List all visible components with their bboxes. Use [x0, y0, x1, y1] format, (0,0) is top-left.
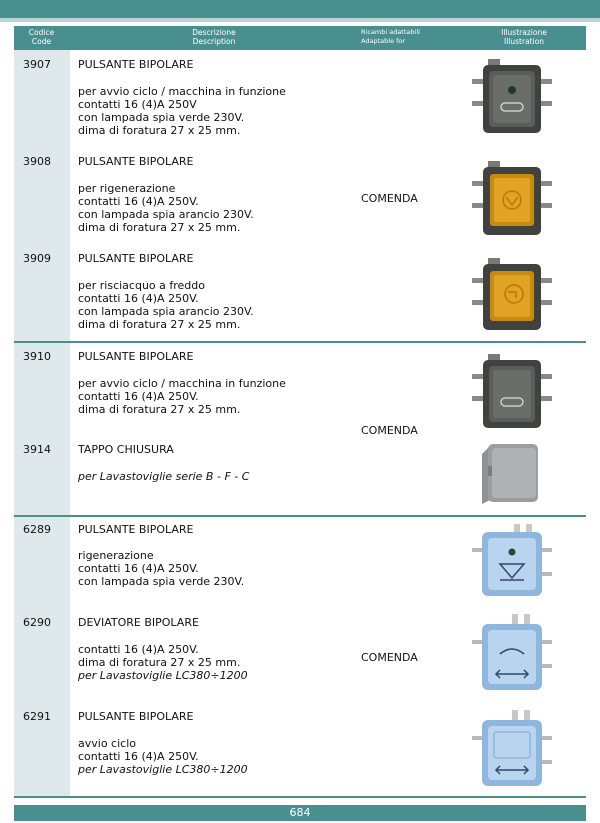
header-illustration: Illustrazione Illustration — [501, 28, 547, 46]
grey-closing-cap-icon — [480, 440, 542, 506]
item-description: per avvio ciclo / macchina in funzione contatti 16 (4)A 250V. dima di foratura 27 x 25 mm. — [78, 377, 286, 416]
item-code: 6291 — [23, 710, 51, 723]
item-code: 3908 — [23, 155, 51, 168]
table-header — [14, 26, 586, 50]
item-description: contatti 16 (4)A 250V. dima di foratura 27 x 25 mm. per Lavastoviglie LC380÷1200 — [78, 643, 248, 682]
item-description: per Lavastoviglie serie B - F - C — [78, 470, 250, 483]
group-separator — [14, 341, 586, 343]
top-bar-stripe — [0, 18, 600, 22]
item-title: PULSANTE BIPOLARE — [78, 58, 194, 71]
item-title: PULSANTE BIPOLARE — [78, 523, 194, 536]
adaptable-for: COMENDA — [361, 651, 418, 664]
group-separator — [14, 796, 586, 798]
header-description: Descrizione Description — [192, 28, 236, 46]
light-blue-switch-green-lamp-icon — [470, 522, 554, 602]
header-code: Codice Code — [28, 28, 55, 46]
item-code: 3907 — [23, 58, 51, 71]
light-blue-push-button-icon — [470, 708, 554, 792]
dark-rocker-switch-icon — [470, 350, 554, 434]
item-title: PULSANTE BIPOLARE — [78, 252, 194, 265]
item-description: rigenerazione contatti 16 (4)A 250V. con lampada spia verde 230V. — [78, 549, 245, 588]
item-code: 3909 — [23, 252, 51, 265]
item-title: PULSANTE BIPOLARE — [78, 710, 194, 723]
dark-switch-orange-lamp-icon — [470, 157, 554, 241]
item-code: 6290 — [23, 616, 51, 629]
item-code: 3910 — [23, 350, 51, 363]
page-number: 684 — [289, 806, 311, 819]
item-description: avvio ciclo contatti 16 (4)A 250V. per Lavastoviglie LC380÷1200 — [78, 737, 248, 776]
item-description: per risciacquo a freddo contatti 16 (4)A 250V. con lampada spia arancio 230V. dima di foratura 27 x 25 mm. — [78, 279, 254, 331]
adaptable-for: COMENDA — [361, 192, 418, 205]
item-title: TAPPO CHIUSURA — [78, 443, 174, 456]
item-description: per rigenerazione contatti 16 (4)A 250V. con lampada spia arancio 230V. dima di foratura 27 x 25 mm. — [78, 182, 254, 234]
item-code: 3914 — [23, 443, 51, 456]
item-title: DEVIATORE BIPOLARE — [78, 616, 199, 629]
dark-switch-orange-lamp-icon — [470, 254, 554, 338]
item-title: PULSANTE BIPOLARE — [78, 350, 194, 363]
group-separator — [14, 515, 586, 517]
adaptable-for: COMENDA — [361, 424, 418, 437]
light-blue-deviator-switch-icon — [470, 612, 554, 696]
item-title: PULSANTE BIPOLARE — [78, 155, 194, 168]
item-code: 6289 — [23, 523, 51, 536]
top-bar — [0, 0, 600, 18]
item-description: per avvio ciclo / macchina in funzione contatti 16 (4)A 250V con lampada spia verde 230V. dima di foratura 27 x 25 mm. — [78, 85, 286, 137]
dark-rocker-switch-green-lamp-icon — [470, 57, 554, 141]
header-adaptable: Ricambi adattabili Adaptable for — [361, 28, 420, 45]
